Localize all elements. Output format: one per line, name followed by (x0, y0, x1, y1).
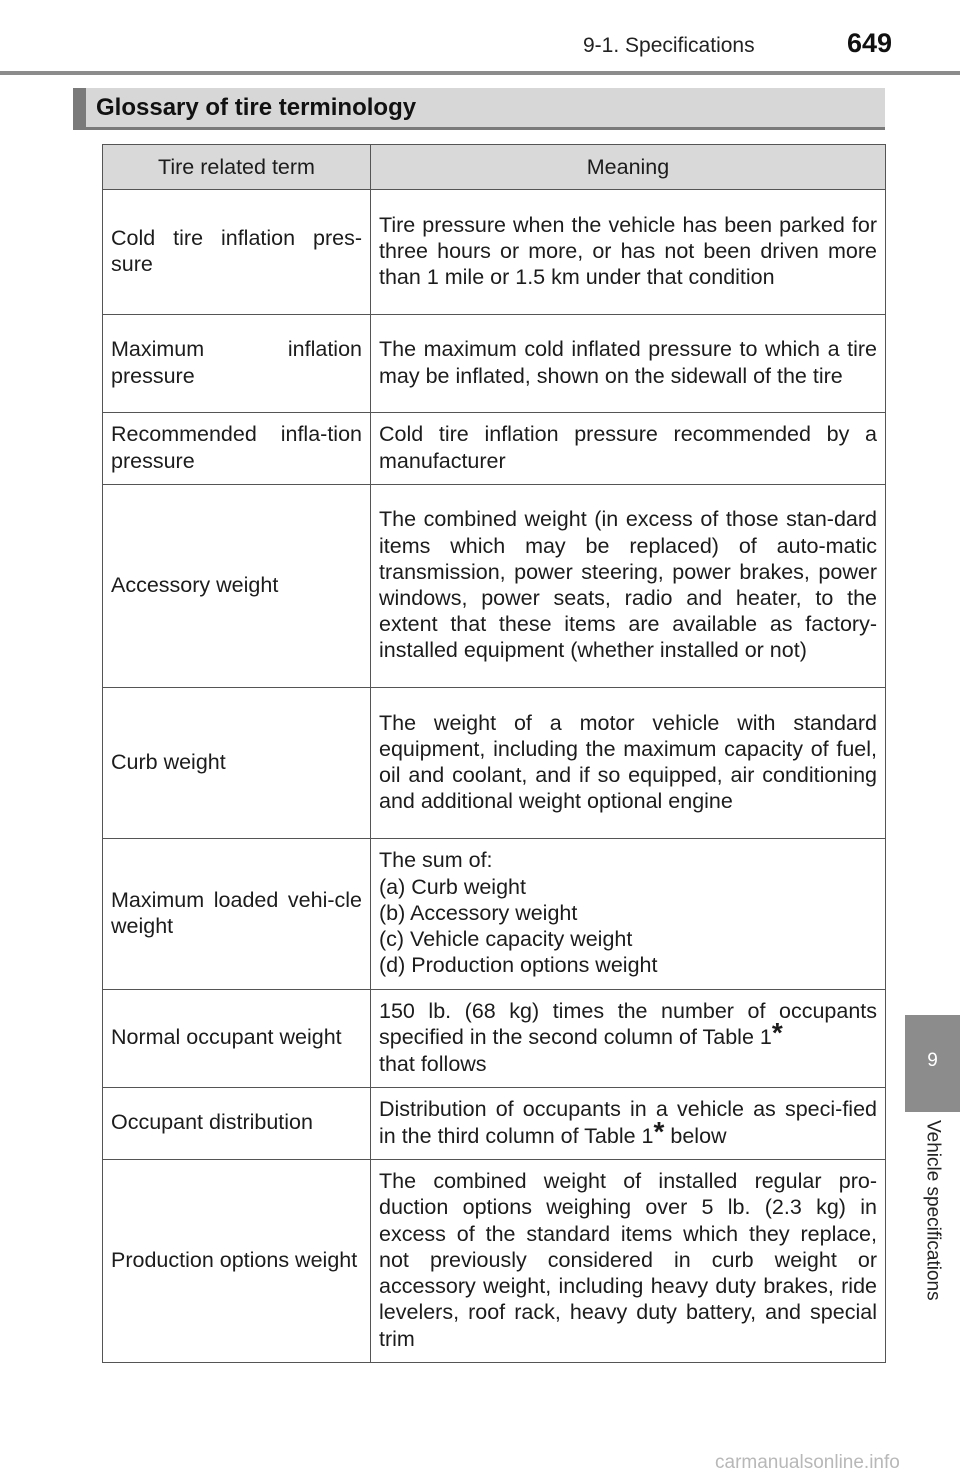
term-cell: Recommended infla-tion pressure (103, 413, 371, 485)
meaning-text: 150 lb. (68 kg) times the number of occupants specified in the second column of Table 1 (379, 999, 877, 1050)
chapter-label: Vehicle specifications (922, 1120, 944, 1301)
header-divider (0, 71, 960, 75)
meaning-line: The sum of: (379, 848, 493, 873)
chapter-tab (905, 1015, 960, 1112)
table-row (103, 1088, 886, 1160)
term-cell: Cold tire inflation pres-sure (103, 190, 371, 315)
meaning-cell: Cold tire inflation pressure recommended by a manufacturer (371, 413, 886, 485)
meaning-cell (371, 990, 886, 1088)
meaning-cell: The weight of a motor vehicle with standard equipment, including the maximum capacity of fuel, oil and coolant, and if so equipped, air conditioning and additional weight optional engine (371, 688, 886, 839)
section-header: 9-1. Specifications (583, 34, 755, 57)
table-header-row (103, 145, 886, 190)
meaning-line: (c) Vehicle capacity weight (379, 927, 633, 952)
term-cell: Maximum inflation pressure (103, 315, 371, 413)
meaning-cell: Tire pressure when the vehicle has been parked for three hours or more, or has not been driven more than 1 mile or 1.5 km under that condition (371, 190, 886, 315)
term-cell: Accessory weight (103, 485, 371, 688)
tire-terminology-table (102, 144, 886, 1363)
term-cell: Occupant distribution (103, 1088, 371, 1160)
chapter-number: 9 (927, 1050, 938, 1071)
meaning-line: (b) Accessory weight (379, 900, 578, 925)
table-row (103, 990, 886, 1088)
meaning-text: Distribution of occupants in a vehicle as speci-fied in the third column of Table 1 (379, 1097, 877, 1148)
footnote-asterisk: * (771, 1017, 783, 1049)
column-header-meaning: Meaning (371, 145, 886, 190)
term-cell: Production options weight (103, 1160, 371, 1363)
table-row (103, 688, 886, 839)
table-row (103, 839, 886, 990)
section-title: Glossary of tire terminology (73, 88, 885, 130)
meaning-line: (d) Production options weight (379, 953, 658, 978)
term-cell: Maximum loaded vehi-cle weight (103, 839, 371, 990)
term-cell: Normal occupant weight (103, 990, 371, 1088)
meaning-line: (a) Curb weight (379, 874, 526, 899)
table-row (103, 1160, 886, 1363)
meaning-cell (371, 839, 886, 990)
meaning-cell: The maximum cold inflated pressure to which a tire may be inflated, shown on the sidewall of the tire (371, 315, 886, 413)
meaning-cell (371, 1088, 886, 1160)
term-cell: Curb weight (103, 688, 371, 839)
page-number: 649 (847, 28, 893, 58)
table-row (103, 315, 886, 413)
table-row (103, 485, 886, 688)
column-header-term: Tire related term (103, 145, 371, 190)
meaning-text: that follows (379, 1051, 487, 1076)
table-row (103, 413, 886, 485)
footnote-asterisk: * (653, 1115, 665, 1147)
meaning-text: below (664, 1123, 727, 1148)
meaning-cell: The combined weight (in excess of those stan-dard items which may be replaced) of auto-matic transmission, power steering, power brakes, power windows, power seats, radio and heater, to the extent that these items are available as factory-installed equipment (whether installed or not) (371, 485, 886, 688)
watermark: carmanualsonline.info (715, 1452, 900, 1473)
meaning-cell: The combined weight of installed regular pro-duction options weighing over 5 lb. (2.3 kg) in excess of the standard items which they replace, not previously considered in curb weight or accessory weight, including heavy duty brakes, ride levelers, roof rack, heavy duty battery, and special trim (371, 1160, 886, 1363)
table-row (103, 190, 886, 315)
